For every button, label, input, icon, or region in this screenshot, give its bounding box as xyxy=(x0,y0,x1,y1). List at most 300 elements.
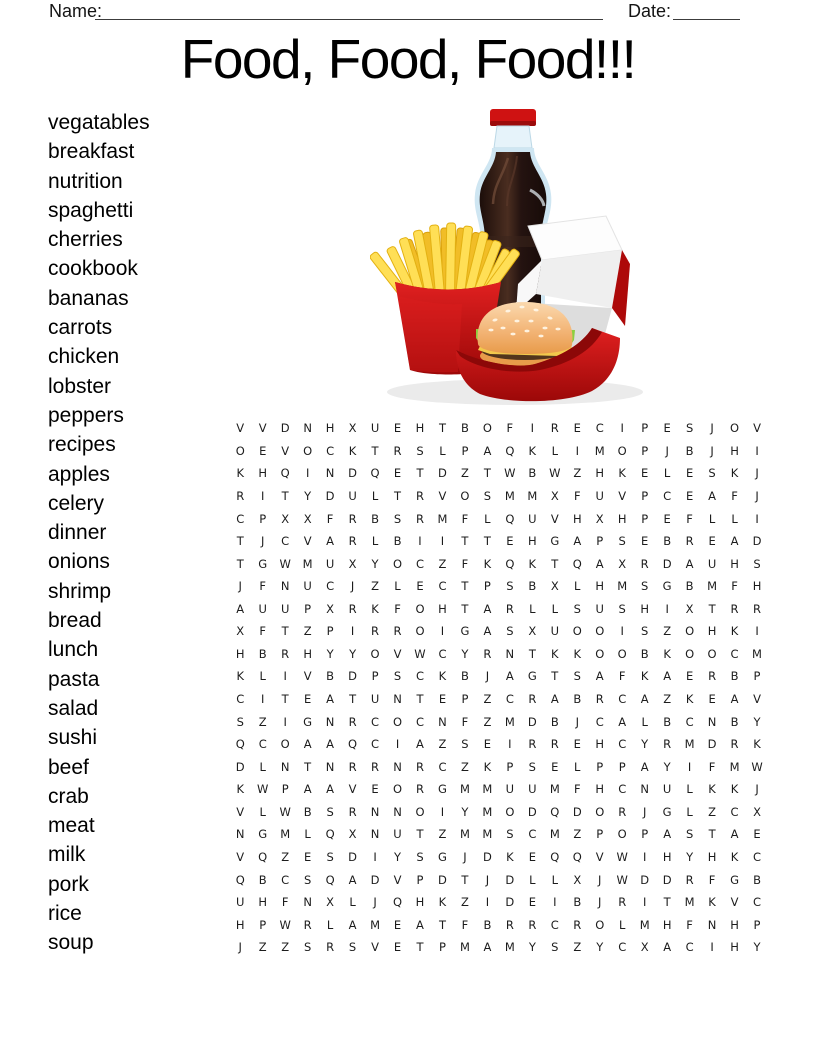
grid-letter: T xyxy=(416,466,424,481)
grid-letter: F xyxy=(708,872,716,887)
grid-letter: C xyxy=(730,804,739,819)
grid-letter: S xyxy=(303,940,312,955)
grid-letter: C xyxy=(618,737,627,752)
grid-letter: B xyxy=(753,872,761,887)
grid-letter: S xyxy=(506,579,514,594)
grid-letter: F xyxy=(461,511,469,526)
grid-letter: K xyxy=(730,849,739,864)
grid-letter: X xyxy=(573,872,582,887)
grid-letter: H xyxy=(235,646,245,661)
grid-letter: G xyxy=(662,804,672,819)
grid-letter: Q xyxy=(280,466,290,481)
grid-letter: A xyxy=(730,692,739,707)
word-list xyxy=(48,108,150,958)
grid-letter: E xyxy=(483,737,492,752)
grid-letter: Z xyxy=(371,579,379,594)
grid-letter: H xyxy=(730,940,739,955)
grid-letter: G xyxy=(527,669,537,684)
grid-letter: E xyxy=(551,759,559,774)
grid-letter: U xyxy=(280,601,290,616)
grid-letter: V xyxy=(236,804,245,819)
grid-letter: K xyxy=(730,782,739,797)
grid-letter: R xyxy=(348,804,357,819)
grid-letter: T xyxy=(236,534,244,549)
grid-letter: X xyxy=(348,556,357,571)
grid-letter: A xyxy=(595,556,604,571)
word-list-item: sushi xyxy=(48,726,98,750)
grid-letter: K xyxy=(236,466,244,481)
grid-letter: O xyxy=(595,917,605,932)
grid-letter: F xyxy=(506,421,514,436)
grid-letter: F xyxy=(573,488,581,503)
grid-letter: A xyxy=(303,737,312,752)
grid-letter: C xyxy=(438,579,447,594)
grid-letter: P xyxy=(753,917,761,932)
grid-letter: Z xyxy=(303,624,312,639)
grid-letter: Q xyxy=(235,737,245,752)
grid-letter: X xyxy=(281,511,290,526)
grid-letter: A xyxy=(348,872,357,887)
grid-letter: S xyxy=(641,624,649,639)
grid-letter: I xyxy=(440,804,445,819)
grid-letter: E xyxy=(573,421,581,436)
grid-letter: Y xyxy=(686,849,694,864)
grid-letter: R xyxy=(640,556,649,571)
grid-letter: B xyxy=(663,714,672,729)
grid-letter: A xyxy=(326,534,335,549)
grid-letter: I xyxy=(755,443,759,458)
grid-letter: L xyxy=(349,895,356,910)
grid-letter: O xyxy=(617,443,627,458)
grid-letter: A xyxy=(573,534,582,549)
grid-letter: O xyxy=(595,624,605,639)
grid-letter: S xyxy=(708,466,716,481)
grid-letter: I xyxy=(485,895,490,910)
grid-letter: A xyxy=(326,782,335,797)
grid-letter: T xyxy=(416,827,424,842)
grid-letter: D xyxy=(662,556,672,571)
word-list-item: shrimp xyxy=(48,579,112,603)
grid-letter: E xyxy=(641,534,649,549)
grid-letter: Y xyxy=(753,714,761,729)
word-list-item: milk xyxy=(48,843,86,867)
grid-letter: H xyxy=(595,579,605,594)
word-list-item: bread xyxy=(48,609,102,633)
grid-letter: B xyxy=(685,443,694,458)
grid-letter: E xyxy=(528,849,536,864)
grid-letter: L xyxy=(574,759,581,774)
grid-letter: H xyxy=(303,646,312,661)
grid-letter: E xyxy=(708,534,716,549)
grid-letter: C xyxy=(618,692,627,707)
grid-letter: M xyxy=(729,759,740,774)
grid-letter: L xyxy=(551,601,558,616)
grid-letter: A xyxy=(326,737,335,752)
grid-letter: S xyxy=(326,849,334,864)
grid-letter: M xyxy=(437,511,448,526)
grid-letter: K xyxy=(708,782,716,797)
grid-letter: Z xyxy=(663,692,672,707)
grid-letter: J xyxy=(350,579,355,594)
word-list-item: lunch xyxy=(48,638,99,662)
word-list-item: vegatables xyxy=(48,111,150,134)
grid-letter: N xyxy=(303,895,312,910)
grid-letter: S xyxy=(236,714,244,729)
grid-letter: T xyxy=(551,669,559,684)
grid-letter: L xyxy=(371,488,379,503)
grid-letter: R xyxy=(595,692,604,707)
grid-letter: I xyxy=(508,737,512,752)
grid-letter: I xyxy=(440,534,445,549)
grid-letter: O xyxy=(303,443,313,458)
grid-letter: R xyxy=(708,669,717,684)
grid-letter: B xyxy=(528,579,537,594)
grid-letter: P xyxy=(641,827,649,842)
grid-letter: S xyxy=(416,443,424,458)
grid-letter: P xyxy=(641,421,649,436)
grid-letter: C xyxy=(663,488,672,503)
grid-letter: L xyxy=(708,511,716,526)
grid-letter: D xyxy=(505,872,515,887)
grid-letter: A xyxy=(730,827,739,842)
grid-letter: B xyxy=(528,466,537,481)
grid-letter: G xyxy=(437,782,447,797)
grid-letter: O xyxy=(572,624,582,639)
grid-letter: X xyxy=(303,511,312,526)
grid-letter: A xyxy=(483,940,492,955)
grid-letter: W xyxy=(414,646,426,661)
grid-letter: I xyxy=(350,624,355,639)
grid-letter: T xyxy=(708,601,716,616)
grid-letter: R xyxy=(618,895,627,910)
grid-letter: J xyxy=(373,895,377,910)
grid-letter: J xyxy=(575,714,579,729)
grid-letter: L xyxy=(371,534,379,549)
grid-letter: I xyxy=(575,443,579,458)
grid-letter: O xyxy=(415,804,425,819)
grid-letter: Q xyxy=(505,511,515,526)
grid-letter: T xyxy=(281,488,289,503)
grid-letter: H xyxy=(707,849,717,864)
grid-letter: C xyxy=(258,737,267,752)
grid-letter: K xyxy=(438,895,447,910)
grid-letter: Q xyxy=(392,895,403,910)
grid-letter: P xyxy=(483,579,491,594)
grid-letter: B xyxy=(258,872,267,887)
grid-letter: T xyxy=(461,601,469,616)
grid-letter: E xyxy=(663,421,671,436)
grid-letter: V xyxy=(236,849,245,864)
grid-letter: R xyxy=(415,511,424,526)
grid-letter: F xyxy=(618,669,626,684)
fast-food-illustration xyxy=(370,98,652,410)
grid-letter: L xyxy=(529,872,536,887)
grid-letter: R xyxy=(393,624,402,639)
grid-letter: K xyxy=(640,669,649,684)
grid-letter: H xyxy=(752,579,762,594)
grid-letter: Z xyxy=(281,940,290,955)
grid-letter: U xyxy=(236,895,245,910)
grid-letter: R xyxy=(415,782,424,797)
grid-letter: V xyxy=(753,421,761,436)
word-list-item: pasta xyxy=(48,667,100,691)
grid-letter: L xyxy=(551,872,558,887)
grid-letter: H xyxy=(235,917,245,932)
grid-letter: H xyxy=(258,466,268,481)
grid-letter: W xyxy=(504,466,516,481)
grid-letter: O xyxy=(595,646,605,661)
grid-letter: H xyxy=(572,511,582,526)
grid-letter: V xyxy=(348,782,357,797)
grid-letter: Y xyxy=(528,940,536,955)
grid-letter: N xyxy=(393,759,402,774)
grid-letter: O xyxy=(370,646,380,661)
grid-letter: I xyxy=(665,601,669,616)
grid-letter: S xyxy=(303,872,312,887)
grid-letter: E xyxy=(259,443,267,458)
grid-letter: N xyxy=(325,759,335,774)
grid-letter: W xyxy=(257,782,269,797)
grid-letter: J xyxy=(485,872,490,887)
word-list-item: nutrition xyxy=(48,169,123,193)
grid-letter: L xyxy=(641,714,648,729)
grid-letter: F xyxy=(461,917,469,932)
grid-letter: W xyxy=(279,804,291,819)
grid-letter: F xyxy=(686,511,693,526)
grid-letter: D xyxy=(572,804,582,819)
grid-letter: Y xyxy=(753,940,761,955)
grid-letter: C xyxy=(595,421,604,436)
grid-letter: S xyxy=(506,624,514,639)
word-list-item: salad xyxy=(48,696,99,720)
grid-letter: A xyxy=(663,940,672,955)
grid-letter: I xyxy=(710,940,714,955)
grid-letter: X xyxy=(528,624,537,639)
grid-letter: M xyxy=(527,488,538,503)
grid-letter: F xyxy=(259,579,267,594)
name-label: Name: xyxy=(49,1,103,21)
grid-letter: M xyxy=(370,917,381,932)
grid-letter: Z xyxy=(483,714,492,729)
grid-letter: W xyxy=(279,917,291,932)
grid-letter: S xyxy=(551,940,559,955)
grid-letter: V xyxy=(393,872,402,887)
grid-letter: R xyxy=(505,917,514,932)
grid-letter: B xyxy=(393,534,402,549)
grid-letter: Z xyxy=(460,759,469,774)
word-list-item: spaghetti xyxy=(48,198,134,222)
date-label: Date: xyxy=(628,1,672,21)
grid-letter: B xyxy=(460,421,469,436)
grid-letter: L xyxy=(529,601,536,616)
grid-letter: K xyxy=(730,624,739,639)
grid-letter: E xyxy=(393,421,402,436)
grid-letter: V xyxy=(393,646,402,661)
grid-letter: A xyxy=(595,669,604,684)
grid-letter: F xyxy=(708,759,716,774)
grid-letter: P xyxy=(506,759,514,774)
grid-letter: R xyxy=(371,624,380,639)
grid-letter: Z xyxy=(708,804,717,819)
grid-letter: U xyxy=(662,782,672,797)
grid-letter: O xyxy=(707,646,717,661)
grid-letter: V xyxy=(438,488,447,503)
grid-letter: R xyxy=(415,759,424,774)
grid-letter: I xyxy=(553,895,557,910)
grid-letter: T xyxy=(663,895,671,910)
grid-letter: P xyxy=(304,601,312,616)
grid-letter: C xyxy=(281,872,290,887)
grid-letter: C xyxy=(438,759,447,774)
grid-letter: T xyxy=(708,827,716,842)
date-input-line[interactable] xyxy=(673,2,740,20)
grid-letter: M xyxy=(280,827,291,842)
grid-letter: K xyxy=(730,466,739,481)
grid-letter: U xyxy=(595,601,604,616)
grid-letter: M xyxy=(504,488,515,503)
grid-letter: B xyxy=(573,692,582,707)
grid-letter: L xyxy=(686,804,693,819)
grid-letter: L xyxy=(394,579,401,594)
word-list-item: breakfast xyxy=(48,140,135,164)
grid-letter: E xyxy=(641,466,649,481)
grid-letter: F xyxy=(259,624,267,639)
grid-letter: F xyxy=(731,488,738,503)
grid-letter: O xyxy=(415,601,425,616)
grid-letter: A xyxy=(618,714,627,729)
grid-letter: T xyxy=(438,421,446,436)
grid-letter: C xyxy=(618,940,627,955)
grid-letter: O xyxy=(617,646,627,661)
grid-letter: Y xyxy=(304,488,312,503)
grid-letter: N xyxy=(707,714,717,729)
grid-letter: I xyxy=(530,421,535,436)
grid-letter: K xyxy=(236,669,244,684)
grid-letter: S xyxy=(753,556,761,571)
grid-letter: E xyxy=(371,782,379,797)
grid-letter: P xyxy=(259,917,267,932)
grid-letter: I xyxy=(283,714,287,729)
grid-letter: A xyxy=(663,669,672,684)
grid-letter: E xyxy=(708,692,716,707)
grid-letter: T xyxy=(551,556,559,571)
grid-letter: X xyxy=(326,601,335,616)
grid-letter: Z xyxy=(573,827,582,842)
grid-letter: R xyxy=(505,601,514,616)
grid-letter: O xyxy=(685,624,695,639)
grid-letter: N xyxy=(707,917,717,932)
grid-letter: R xyxy=(281,646,290,661)
word-list-item: dinner xyxy=(48,521,107,545)
grid-letter: U xyxy=(348,488,357,503)
grid-letter: D xyxy=(505,895,515,910)
grid-letter: J xyxy=(238,579,242,594)
grid-letter: Z xyxy=(460,895,469,910)
grid-letter: F xyxy=(573,782,581,797)
word-list-item: meat xyxy=(48,814,95,838)
grid-letter: C xyxy=(595,714,604,729)
grid-letter: C xyxy=(528,827,537,842)
grid-letter: I xyxy=(261,488,265,503)
grid-letter: Q xyxy=(505,556,515,571)
grid-letter: L xyxy=(731,511,738,526)
grid-letter: S xyxy=(685,827,694,842)
grid-letter: U xyxy=(325,556,335,571)
grid-letter: O xyxy=(730,421,740,436)
grid-letter: T xyxy=(528,646,536,661)
grid-letter: U xyxy=(550,624,559,639)
grid-letter: V xyxy=(303,534,312,549)
grid-letter: P xyxy=(461,443,469,458)
grid-letter: C xyxy=(730,646,739,661)
grid-letter: B xyxy=(460,669,469,684)
grid-letter: S xyxy=(618,534,626,549)
grid-letter: A xyxy=(685,556,694,571)
grid-letter: S xyxy=(685,421,694,436)
grid-letter: K xyxy=(348,443,357,458)
grid-letter: O xyxy=(460,488,470,503)
grid-letter: V xyxy=(730,895,739,910)
grid-letter: N xyxy=(280,759,290,774)
grid-letter: R xyxy=(573,917,582,932)
grid-letter: H xyxy=(662,917,672,932)
grid-letter: I xyxy=(642,895,647,910)
grid-letter: C xyxy=(753,895,762,910)
grid-letter: I xyxy=(261,692,265,707)
grid-letter: L xyxy=(663,466,671,481)
grid-letter: Z xyxy=(438,556,447,571)
grid-letter: D xyxy=(438,872,447,887)
grid-letter: F xyxy=(461,556,469,571)
grid-letter: C xyxy=(415,714,424,729)
grid-letter: J xyxy=(710,421,714,436)
grid-letter: O xyxy=(392,782,403,797)
grid-letter: Q xyxy=(325,827,335,842)
grid-letter: J xyxy=(755,488,759,503)
grid-letter: T xyxy=(483,466,491,481)
grid-letter: D xyxy=(527,714,537,729)
grid-letter: I xyxy=(305,466,310,481)
grid-letter: R xyxy=(236,488,245,503)
grid-letter: K xyxy=(506,849,514,864)
grid-letter: P xyxy=(438,940,446,955)
grid-letter: M xyxy=(459,782,470,797)
grid-letter: Z xyxy=(438,827,447,842)
grid-letter: D xyxy=(482,849,492,864)
grid-letter: D xyxy=(438,466,447,481)
grid-letter: H xyxy=(662,849,672,864)
grid-letter: I xyxy=(620,421,624,436)
grid-letter: M xyxy=(482,782,493,797)
grid-letter: L xyxy=(304,827,311,842)
grid-letter: S xyxy=(348,940,357,955)
grid-letter: L xyxy=(484,511,491,526)
grid-letter: P xyxy=(641,488,649,503)
grid-letter: S xyxy=(393,669,402,684)
name-input-line[interactable] xyxy=(95,2,603,20)
grid-letter: E xyxy=(573,737,581,752)
grid-letter: J xyxy=(755,782,759,797)
grid-letter: A xyxy=(663,827,672,842)
grid-letter: M xyxy=(707,579,718,594)
grid-letter: P xyxy=(753,669,761,684)
grid-letter: W xyxy=(616,849,628,864)
grid-letter: K xyxy=(663,646,671,661)
grid-letter: Q xyxy=(572,849,582,864)
grid-letter: T xyxy=(281,624,289,639)
grid-letter: J xyxy=(598,872,602,887)
grid-letter: T xyxy=(371,443,379,458)
